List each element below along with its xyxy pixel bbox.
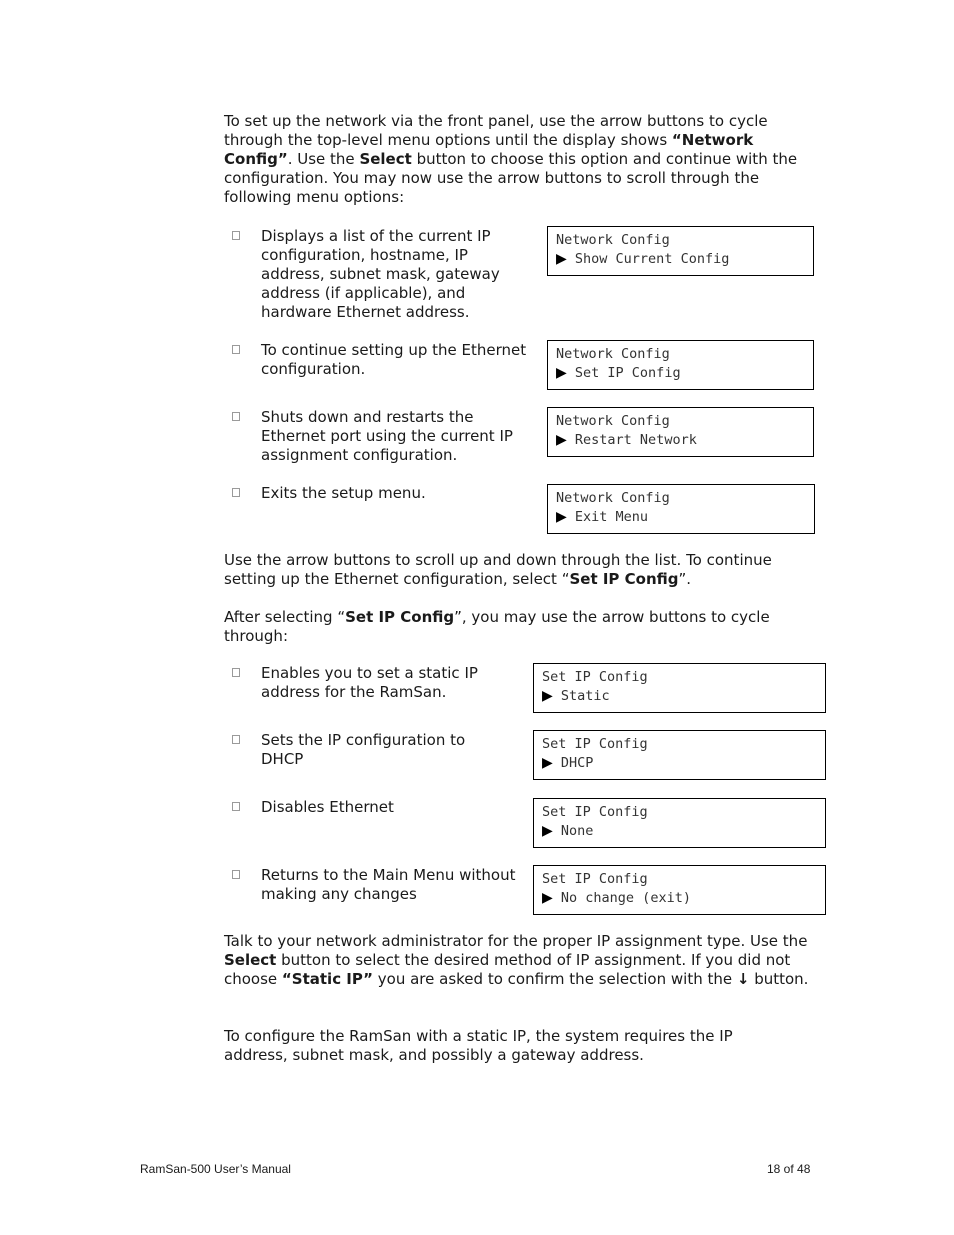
item-description: To continue setting up the Ethernet configuration.	[261, 341, 527, 378]
lcd-line-1: Network Config	[556, 232, 670, 248]
lcd-line-2: None	[552, 823, 594, 839]
triangle-right-icon: ▶	[542, 823, 553, 839]
lcd-line-2: Show Current Config	[566, 251, 730, 267]
item-description: Sets the IP configuration to DHCP	[261, 731, 466, 768]
lcd-line-1: Network Config	[556, 413, 670, 429]
checkbox-bullet-icon	[232, 668, 240, 677]
checkbox-bullet-icon	[232, 735, 240, 744]
lcd-display	[547, 407, 814, 457]
lcd-line-1: Network Config	[556, 490, 670, 506]
triangle-right-icon: ▶	[542, 755, 553, 771]
lcd-line-2: Static	[552, 688, 610, 704]
lcd-display	[533, 865, 826, 915]
lcd-display	[533, 663, 826, 713]
item-description: Displays a list of the current IP configuration, hostname, IP address, subnet mask, gateway address (if applicable), and hardware Ethernet address.	[261, 227, 500, 321]
checkbox-bullet-icon	[232, 345, 240, 354]
triangle-right-icon: ▶	[556, 509, 567, 525]
checkbox-bullet-icon	[232, 488, 240, 497]
checkbox-bullet-icon	[232, 870, 240, 879]
lcd-line-1: Set IP Config	[542, 804, 648, 820]
item-description: Enables you to set a static IP address for the RamSan.	[261, 664, 478, 701]
triangle-right-icon: ▶	[556, 251, 567, 267]
footer-title: RamSan-500 User’s Manual	[140, 1162, 291, 1176]
lcd-line-2: Exit Menu	[566, 509, 649, 525]
lcd-line-2: Set IP Config	[566, 365, 681, 381]
lcd-display	[547, 340, 814, 390]
lcd-line-1: Set IP Config	[542, 736, 648, 752]
lcd-display	[533, 798, 826, 848]
item-description: Shuts down and restarts the Ethernet port using the current IP assignment configuration.	[261, 408, 513, 464]
page-number: 18 of 48	[767, 1162, 811, 1176]
checkbox-bullet-icon	[232, 412, 240, 421]
item-description: Returns to the Main Menu without making any changes	[261, 866, 516, 903]
lcd-line-2: Restart Network	[566, 432, 697, 448]
item-description: Disables Ethernet	[261, 798, 394, 816]
lcd-line-1: Set IP Config	[542, 669, 648, 685]
down-arrow-icon: ↓	[736, 970, 750, 988]
lcd-line-1: Network Config	[556, 346, 670, 362]
body-paragraph: Use the arrow buttons to scroll up and down through the list. To continue setting up the Ethernet configuration, select “Set IP Config”.	[224, 551, 772, 588]
checkbox-bullet-icon	[232, 802, 240, 811]
triangle-right-icon: ▶	[556, 432, 567, 448]
checkbox-bullet-icon	[232, 231, 240, 240]
intro-paragraph: To set up the network via the front panel, use the arrow buttons to cycle through the top-level menu options until the display shows “Network Config”. Use the Select button to choose this option and continue with the configuration. You may now use the arrow buttons to scroll through the following menu options:	[224, 112, 798, 206]
lcd-display	[547, 484, 815, 534]
lcd-line-2: DHCP	[552, 755, 594, 771]
body-paragraph: To configure the RamSan with a static IP, the system requires the IP address, subnet mask, and possibly a gateway address.	[224, 1027, 733, 1064]
body-paragraph: Talk to your network administrator for the proper IP assignment type. Use the Select button to select the desired method of IP assignment. If you did not choose “Static IP” you are asked to confirm the selection with the ↓ button.	[224, 932, 809, 988]
lcd-line-1: Set IP Config	[542, 871, 648, 887]
lcd-display	[547, 226, 814, 276]
lcd-line-2: No change (exit)	[552, 890, 691, 906]
item-description: Exits the setup menu.	[261, 484, 426, 502]
body-paragraph: After selecting “Set IP Config”, you may use the arrow buttons to cycle through:	[224, 608, 770, 645]
lcd-display	[533, 730, 826, 780]
triangle-right-icon: ▶	[556, 365, 567, 381]
triangle-right-icon: ▶	[542, 688, 553, 704]
triangle-right-icon: ▶	[542, 890, 553, 906]
